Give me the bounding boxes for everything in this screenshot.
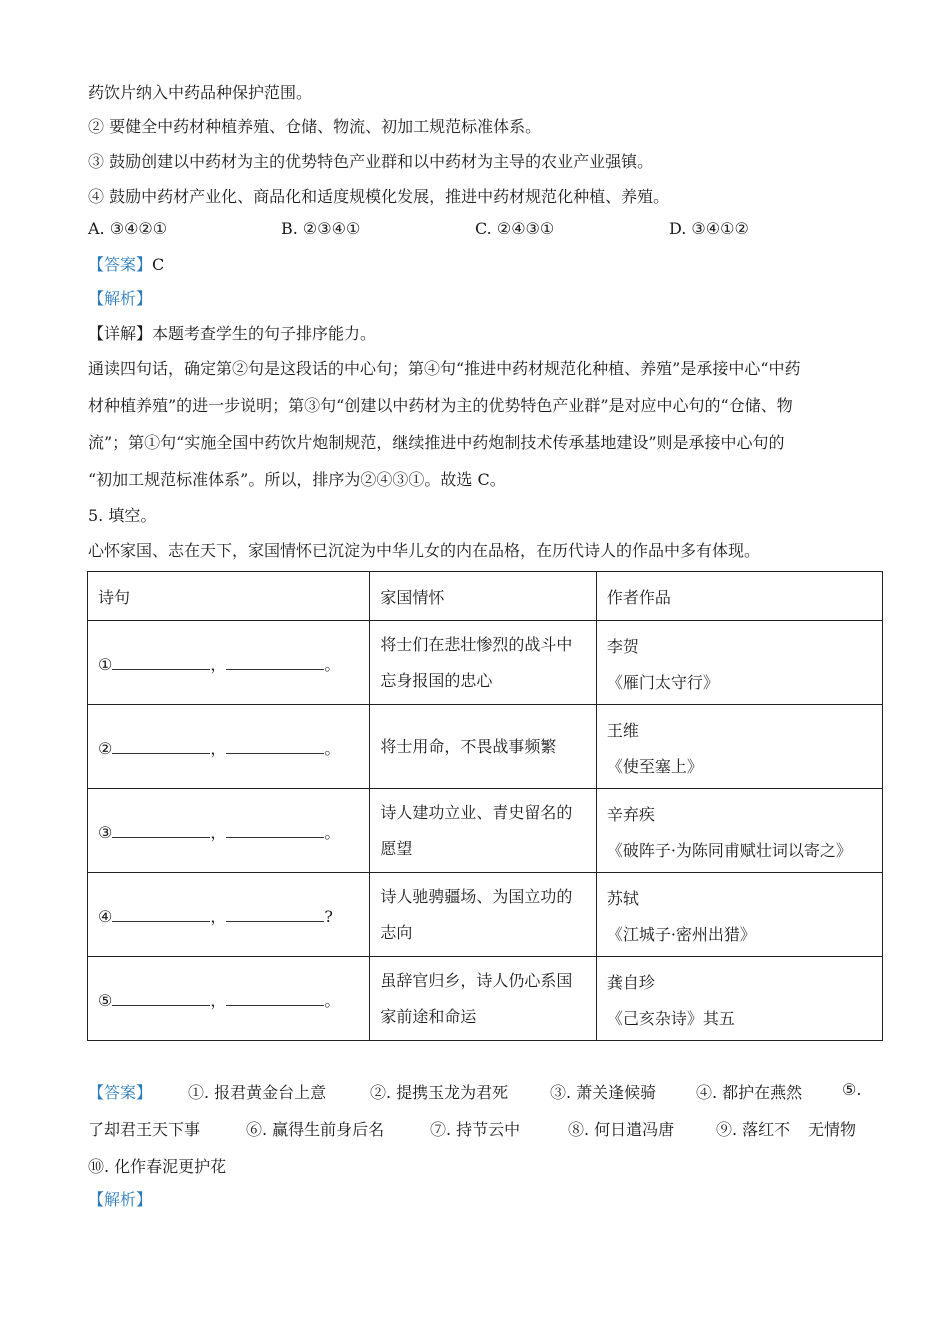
feeling-text: 将士们在悲壮惨烈的战斗中 [380,634,573,654]
answers-row-3 [88,1154,868,1178]
row-number: ③ [98,822,113,842]
feeling-text: 忘身报国的忠心 [380,670,493,690]
blank-field[interactable] [112,987,210,1006]
blank-field[interactable] [226,819,324,838]
text-line-1: 药饮片纳入中药品种保护范围。 [88,83,313,102]
blank-field[interactable] [226,903,324,922]
feeling-text: 愿望 [380,838,413,858]
author-name: 辛弃疾 [606,805,655,824]
answer-item: ①. 报君黄金台上意 [188,1083,327,1102]
separator: ， [210,822,227,842]
table-row [88,873,883,957]
option-d: D. ③④①② [669,219,749,238]
table-row [88,957,883,1041]
answer-line [88,254,164,276]
blank-field[interactable] [112,651,210,670]
end-punct: 。 [324,738,341,758]
table-row [88,705,883,789]
blank-field[interactable] [112,903,210,922]
author-name: 苏轼 [606,889,639,908]
end-punct: ? [324,906,333,926]
final-analysis-label: 【解析】 [88,1190,153,1209]
feeling-cell [370,789,596,873]
separator: ， [210,906,227,926]
table-row [88,621,883,705]
feeling-text: 将士用命，不畏战事频繁 [380,736,557,756]
verse-cell [88,789,370,873]
answer-item: ⑥. 赢得生前身后名 [246,1120,385,1139]
feeling-cell [370,705,596,789]
text-line-4: ④ 鼓励中药材产业化、商品化和适度规模化发展，推进中药材规范化种植、养殖。 [88,187,670,206]
explanation-line-2: 材种植养殖”的进一步说明；第③句“创建以中药材为主的优势特色产业群”是对应中心句的“仓储、物 [88,396,793,415]
separator: ， [210,654,227,674]
author-name: 王维 [606,721,639,740]
end-punct: 。 [324,990,341,1010]
answer-item: 无情物 [808,1120,857,1139]
end-punct: 。 [324,822,341,842]
answer-item: ⑤. [842,1080,862,1099]
work-title: 《江城子·密州出猎》 [606,925,756,944]
analysis-label: 【解析】 [88,289,153,308]
text-line-2: ② 要健全中药材种植养殖、仓储、物流、初加工规范标准体系。 [88,117,542,136]
separator: ， [210,990,227,1010]
row-number: ② [98,738,113,758]
options-row [88,219,888,241]
feeling-cell [370,957,596,1041]
header-cell: 诗句 [88,572,370,621]
answer-label: 【答案】 [88,255,153,274]
author-cell [596,957,882,1041]
answers-row-1 [88,1080,868,1104]
work-title: 《雁门太守行》 [606,673,719,692]
author-cell [596,621,882,705]
answer-item: ③. 萧关逢候骑 [550,1083,657,1102]
verse-cell [88,957,370,1041]
feeling-text: 志向 [380,922,413,942]
work-title: 《破阵子·为陈同甫赋壮词以寄之》 [606,841,852,860]
header-cell: 作者作品 [596,572,882,621]
separator: ， [210,738,227,758]
option-a: A. ③④②① [88,219,168,238]
answer-item: ⑦. 持节云中 [430,1120,521,1139]
blank-field[interactable] [112,735,210,754]
blank-field[interactable] [226,987,324,1006]
blank-field[interactable] [226,651,324,670]
author-cell [596,789,882,873]
option-b: B. ②③④① [281,219,361,238]
explanation-line-4: “初加工规范标准体系”。所以，排序为②④③①。故选 C。 [88,470,506,489]
author-name: 龚自珍 [606,973,655,992]
row-number: ① [98,654,113,674]
answer-item: ⑨. 落红不 [716,1120,791,1139]
answers-row-2 [88,1117,868,1141]
work-title: 《使至塞上》 [606,757,703,776]
feeling-cell [370,621,596,705]
author-name: 李贺 [606,637,639,656]
answer-item: ⑩. 化作春泥更护花 [88,1157,227,1176]
work-title: 《己亥杂诗》其五 [606,1009,735,1028]
detail-line [88,323,376,345]
blank-field[interactable] [112,819,210,838]
table-row [88,789,883,873]
feeling-text: 虽辞官归乡，诗人仍心系国 [380,970,573,990]
row-number: ⑤ [98,990,113,1010]
answer-item: ②. 提携玉龙为君死 [370,1083,509,1102]
explanation-line-1: 通读四句话，确定第②句是这段话的中心句；第④句“推进中药材规范化种植、养殖”是承接中心“中药 [88,359,801,378]
author-cell [596,705,882,789]
poem-table [87,571,883,1041]
detail-label: 【详解】 [88,324,153,343]
verse-cell [88,621,370,705]
feeling-text: 诗人建功立业、青史留名的 [380,802,573,822]
end-punct: 。 [324,654,341,674]
feeling-text: 诗人驰骋疆场、为国立功的 [380,886,573,906]
answer-value: C [152,255,165,274]
answers-label: 【答案】 [88,1083,153,1102]
answer-item: ④. 都护在燕然 [696,1083,803,1102]
row-number: ④ [98,906,113,926]
question-5-title: 5. 填空。 [88,506,157,525]
explanation-line-3: 流”；第①句“实施全国中药饮片炮制规范，继续推进中药炮制技术传承基地建设”则是承接中心句的 [88,433,785,452]
table-header-row [88,572,883,621]
answer-item: 了却君王天下事 [88,1120,201,1139]
feeling-text: 家前途和命运 [380,1006,477,1026]
answer-item: ⑧. 何日遣冯唐 [568,1120,675,1139]
verse-cell [88,873,370,957]
feeling-cell [370,873,596,957]
header-cell: 家国情怀 [370,572,596,621]
option-c: C. ②④③① [475,219,555,238]
text-line-3: ③ 鼓励创建以中药材为主的优势特色产业群和以中药材为主导的农业产业强镇。 [88,152,654,171]
blank-field[interactable] [226,735,324,754]
question-5-intro: 心怀家国、志在天下，家国情怀已沉淀为中华儿女的内在品格，在历代诗人的作品中多有体现。 [88,541,761,560]
detail-text: 本题考查学生的句子排序能力。 [152,324,377,343]
author-cell [596,873,882,957]
verse-cell [88,705,370,789]
